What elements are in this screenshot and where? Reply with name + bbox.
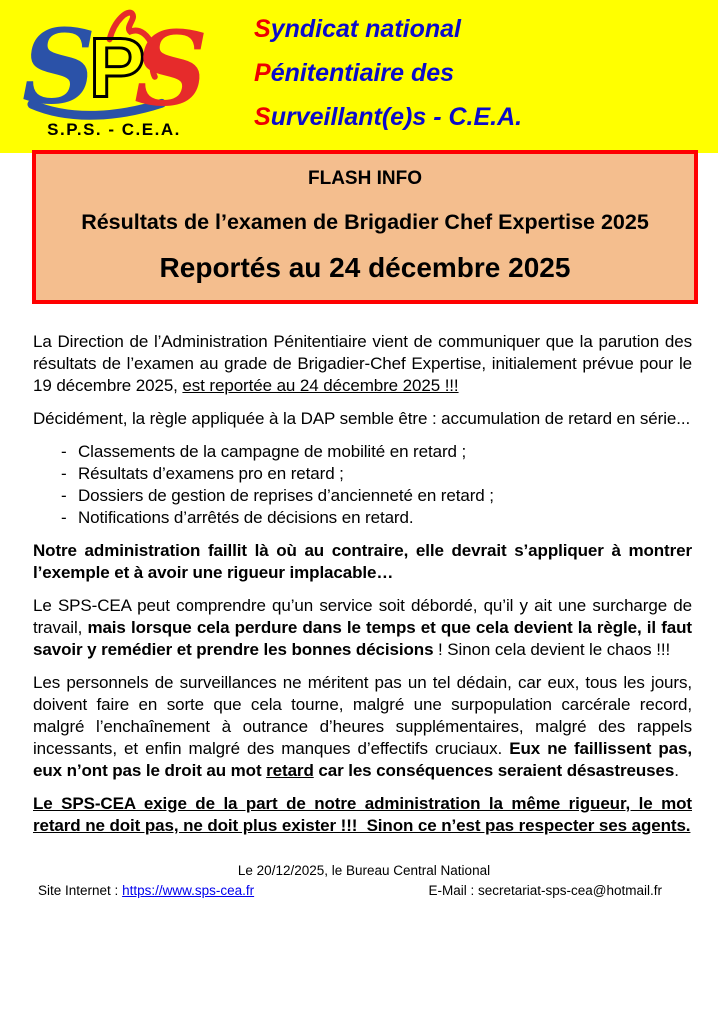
sps-logo xyxy=(0,0,228,153)
paragraph xyxy=(33,793,692,837)
email-line xyxy=(428,883,662,898)
text-segment: mais lorsque cela perdure dans le temps et que cela devient la règle, il faut savoir y remédier et prendre les bonnes décisions xyxy=(33,618,692,659)
list-item: - Classements de la campagne de mobilité en retard ; xyxy=(33,441,692,463)
logo-letter-s1: S xyxy=(21,7,96,122)
org-title-initial: S xyxy=(254,15,271,43)
text-segment: Le SPS-CEA peut comprendre qu’un service soit débordé, qu’il y ait une surcharge de travail, xyxy=(33,596,692,637)
logo-letter-s2: S xyxy=(133,9,208,122)
org-title-rest: yndicat national xyxy=(270,15,461,43)
flash-info-heading: FLASH INFO xyxy=(308,168,422,189)
sps-logo-icon xyxy=(12,4,217,122)
text-segment: Décidément, la règle appliquée à la DAP semble être : accumulation de retard en série... xyxy=(33,409,691,428)
paragraph xyxy=(33,672,692,782)
text-segment: car les conséquences seraient désastreuses xyxy=(313,761,675,780)
website-link[interactable]: https://www.sps-cea.fr xyxy=(122,883,255,898)
org-title-rest: urveillant(e)s - C.E.A. xyxy=(270,103,523,131)
text-segment: ! Sinon cela devient le chaos !!! xyxy=(433,640,671,659)
org-title-line-2 xyxy=(254,59,522,88)
org-title-initial: P xyxy=(254,59,271,87)
header-band xyxy=(0,0,718,153)
text-segment: Eux ne faillissent pas, eux n’ont pas le droit au mot xyxy=(33,739,692,780)
flash-info-date: Reportés au 24 décembre 2025 xyxy=(159,252,571,283)
body-blocks xyxy=(33,331,692,837)
footer xyxy=(38,883,662,898)
signature-line: Le 20/12/2025, le Bureau Central National xyxy=(237,863,491,878)
flash-info-box xyxy=(32,150,698,304)
text-segment: La Direction de l’Administration Pénitentiaire vient de communiquer que la parution des résultats de l’examen au grade de Brigadier-Chef Expertise, initialement prévue pour le 19 décembre 2025, xyxy=(33,332,692,395)
website-label: Site Internet : xyxy=(38,883,119,898)
org-title-rest: énitentiaire des xyxy=(270,59,455,87)
logo-caption: S.P.S. - C.E.A. xyxy=(47,120,181,139)
list-item: - Résultats d’examens pro en retard ; xyxy=(33,463,692,485)
org-title-line-3 xyxy=(254,103,522,132)
text-segment: Les personnels de surveillances ne méritent pas un tel dédain, car eux, tous les jours, doivent faire en sorte que cela tourne, malgré une surpopulation carcérale record, malgré l’enchaînement à outrance d’heures supplémentaires, malgré des rappels incessants, et enfin malgré des manques d’effectifs cruciaux. xyxy=(33,673,692,758)
paragraph xyxy=(33,408,692,430)
text-segment: retard xyxy=(266,761,314,780)
flash-info-subject: Résultats de l’examen de Brigadier Chef Expertise 2025 xyxy=(81,210,649,234)
paragraph xyxy=(33,540,692,584)
list-item: - Dossiers de gestion de reprises d’ancienneté en retard ; xyxy=(33,485,692,507)
email-label: E-Mail : xyxy=(428,883,475,898)
org-title-block xyxy=(228,0,522,153)
list-item: - Notifications d’arrêtés de décisions en retard. xyxy=(33,507,692,529)
logo-letter-p: P xyxy=(88,19,145,115)
text-segment: Le SPS-CEA exige de la part de notre administration la même rigueur, le mot retard ne doit pas, ne doit plus exister !!! Sinon ce n’est pas respecter ses agents. xyxy=(33,794,692,835)
org-title-initial: S xyxy=(254,103,271,131)
text-segment: est reportée au 24 décembre 2025 !!! xyxy=(182,376,459,395)
text-segment: . xyxy=(674,761,679,780)
email-value: secretariat-sps-cea@hotmail.fr xyxy=(477,883,662,898)
dash-list xyxy=(33,441,692,529)
website-line xyxy=(38,883,254,898)
paragraph xyxy=(33,331,692,397)
paragraph xyxy=(33,595,692,661)
text-segment: Notre administration faillit là où au contraire, elle devrait s’appliquer à montrer l’exemple et à avoir une rigueur implacable… xyxy=(33,541,692,582)
org-title-line-1 xyxy=(254,15,522,44)
